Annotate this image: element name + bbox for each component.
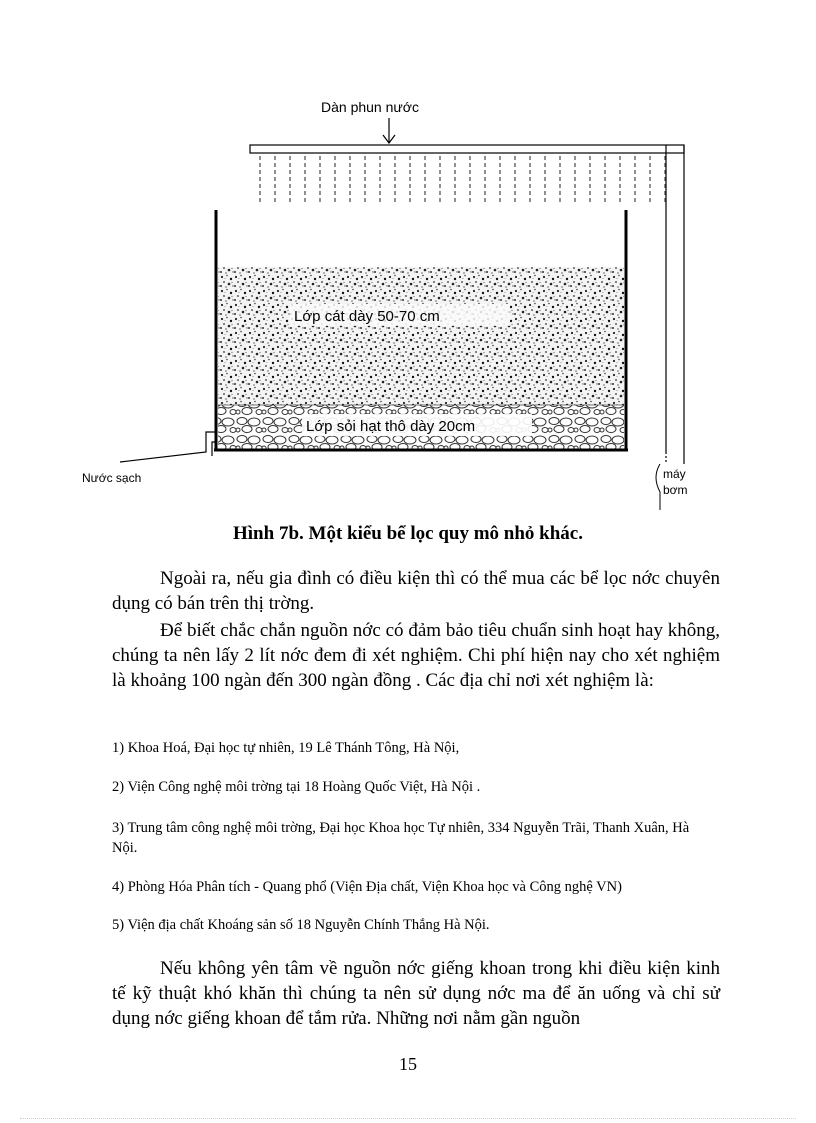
water-spray-drops (260, 156, 665, 204)
address-item-1: 1) Khoa Hoá, Đại học tự nhiên, 19 Lê Thánh Tông, Hà Nội, (112, 740, 460, 756)
filter-tank-diagram (80, 92, 720, 512)
spray-bar-label: Dàn phun nước (321, 99, 419, 115)
figure-caption: Hình 7b. Một kiểu bể lọc quy mô nhỏ khác. (233, 523, 583, 544)
paragraph-3: Nếu không yên tâm về nguồn nớc giếng khoan trong khi điều kiện kinh tế kỹ thuật khó khăn thì chúng ta nên sử dụng nớc ma để ăn uống và chỉ sử dụng nớc giếng khoan để tắm rửa. Những nơi nằm gần nguồn (112, 958, 720, 1029)
page-bottom-rule (20, 1118, 796, 1119)
pump-label-line1: máy (663, 467, 686, 481)
address-item-2: 2) Viện Công nghệ môi trờng tại 18 Hoàng Quốc Việt, Hà Nội . (112, 779, 481, 795)
address-item-3: 3) Trung tâm công nghệ môi trờng, Đại học Khoa học Tự nhiên, 334 Nguyễn Trãi, Thanh Xuân, Hà Nội. (112, 820, 690, 856)
pump-label-line2: bơm (663, 483, 688, 497)
spray-pipe (250, 145, 684, 153)
clean-water-label: Nước sạch (82, 471, 142, 485)
gravel-layer-label: Lớp sỏi hạt thô dày 20cm (306, 418, 476, 435)
address-item-4: 4) Phòng Hóa Phân tích - Quang phổ (Viện Địa chất, Viện Khoa học và Công nghệ VN) (112, 879, 622, 895)
paragraph-2: Để biết chắc chắn nguồn nớc có đảm bảo tiêu chuẩn sinh hoạt hay không, chúng ta nên lấy 2 lít nớc đem đi xét nghiệm. Chi phí hiện nay cho xét nghiệm là khoảng 100 ngàn đến 300 ngàn đồng . Các địa chỉ nơi xét nghiệm là: (112, 620, 720, 691)
sand-layer-label: Lớp cát dày 50-70 cm (294, 308, 440, 325)
page-number: 15 (399, 1054, 417, 1074)
clean-water-outlet (120, 432, 216, 462)
pump-bracket (656, 464, 660, 510)
sand-layer (218, 267, 624, 405)
paragraph-1: Ngoài ra, nếu gia đình có điều kiện thì có thể mua các bể lọc nớc chuyên dụng có bán trên thị trờng. (112, 568, 720, 614)
address-item-5: 5) Viện địa chất Khoáng sản số 18 Nguyễn Chính Thắng Hà Nội. (112, 917, 490, 933)
